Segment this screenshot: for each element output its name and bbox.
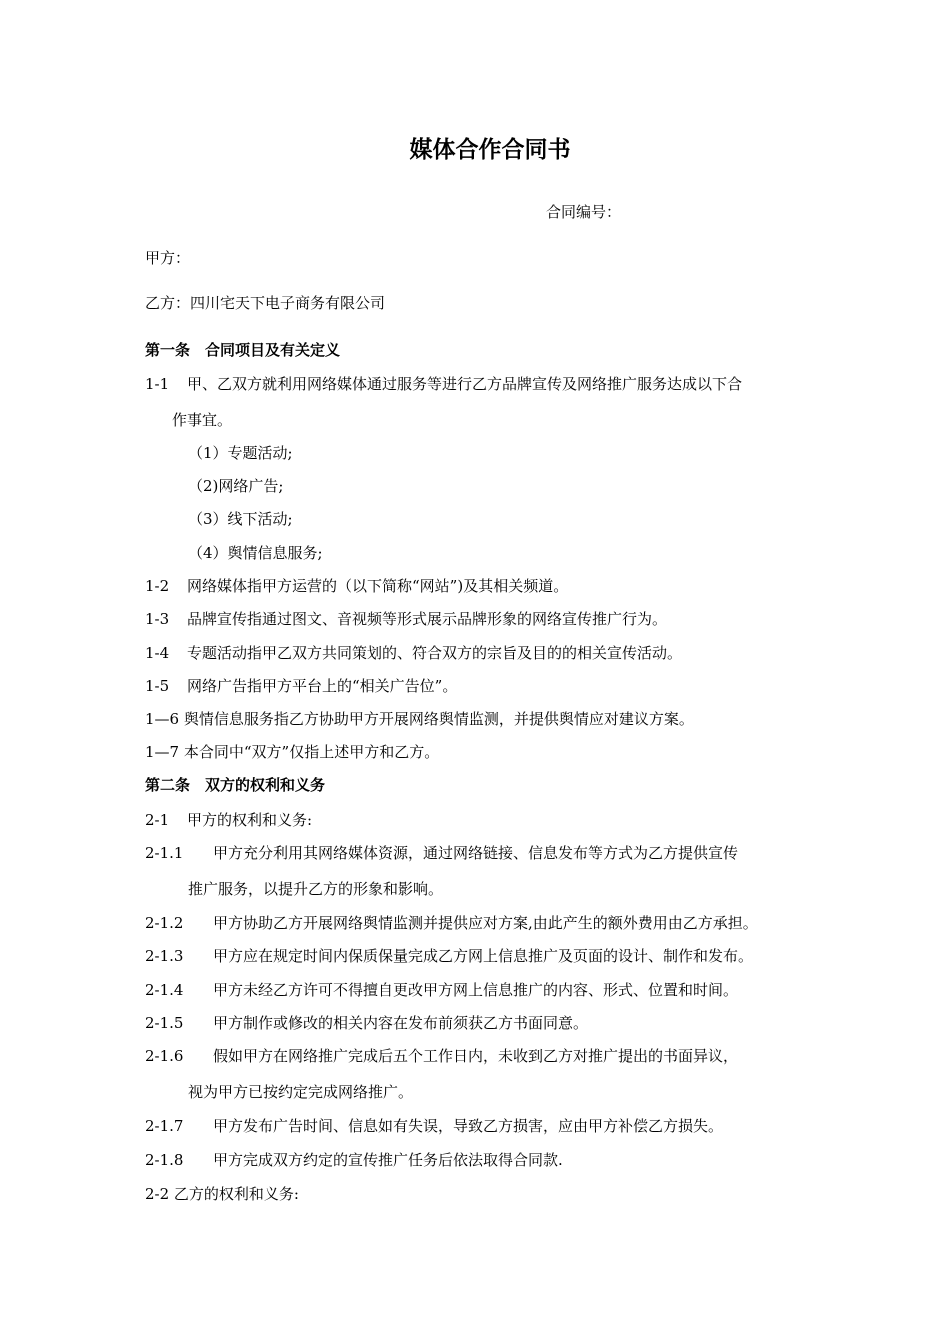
clause-1-4 xyxy=(145,643,682,663)
clause-1-7: 1—7 本合同中“双方”仅指上述甲方和乙方。 xyxy=(145,743,440,761)
clause-text: 甲方制作或修改的相关内容在发布前须获乙方书面同意。 xyxy=(213,1014,589,1032)
clause-text: 专题活动指甲乙双方共同策划的、符合双方的宗旨及目的的相关宣传活动。 xyxy=(187,644,683,662)
clause-text: 网络广告指甲方平台上的“相关广告位”。 xyxy=(187,677,458,695)
clause-text: 甲方的权利和义务: xyxy=(187,811,313,829)
clause-text: 甲方协助乙方开展网络舆情监测并提供应对方案,由此产生的额外费用由乙方承担。 xyxy=(213,914,758,932)
clause-number: 2-1.5 xyxy=(145,1014,184,1032)
list-item: （2)网络广告; xyxy=(188,477,284,495)
clause-2-2: 2-2 乙方的权利和义务: xyxy=(145,1185,299,1203)
list-item: （4）舆情信息服务; xyxy=(188,544,323,562)
clause-2-1-6-continued: 视为甲方已按约定完成网络推广。 xyxy=(188,1083,414,1101)
clause-text: 甲、乙双方就利用网络媒体通过服务等进行乙方品牌宣传及网络推广服务达成以下合 xyxy=(187,375,743,393)
clause-text: 甲方充分利用其网络媒体资源，通过网络链接、信息发布等方式为乙方提供宣传 xyxy=(213,844,739,862)
clause-2-1 xyxy=(145,810,312,830)
clause-text: 甲方应在规定时间内保质保量完成乙方网上信息推广及页面的设计、制作和发布。 xyxy=(213,947,754,965)
clause-number: 2-1.4 xyxy=(145,981,184,999)
document-title: 媒体合作合同书 xyxy=(409,137,571,163)
clause-number: 2-1 xyxy=(145,811,170,829)
clause-2-1-4 xyxy=(145,980,738,1000)
party-a-line: 甲方： xyxy=(145,249,191,267)
clause-1-3 xyxy=(145,609,667,629)
contract-number-label: 合同编号： xyxy=(546,203,622,221)
clause-text: 甲方完成双方约定的宣传推广任务后依法取得合同款. xyxy=(213,1151,563,1169)
clause-number: 2-1.7 xyxy=(145,1117,184,1135)
clause-2-1-6 xyxy=(145,1046,738,1066)
clause-text: 品牌宣传指通过图文、音视频等形式展示品牌形象的网络宣传推广行为。 xyxy=(187,610,668,628)
clause-text: 甲方发布广告时间、信息如有失误，导致乙方损害，应由甲方补偿乙方损失。 xyxy=(213,1117,724,1135)
list-item: （1）专题活动; xyxy=(188,444,293,462)
clause-text: 甲方未经乙方许可不得擅自更改甲方网上信息推广的内容、形式、位置和时间。 xyxy=(213,981,739,999)
clause-number: 2-1.6 xyxy=(145,1047,184,1065)
list-item: （3）线下活动; xyxy=(188,510,293,528)
clause-text: 网络媒体指甲方运营的（以下简称“网站”)及其相关频道。 xyxy=(187,577,569,595)
clause-1-6: 1—6 舆情信息服务指乙方协助甲方开展网络舆情监测，并提供舆情应对建议方案。 xyxy=(145,710,694,728)
clause-2-1-5 xyxy=(145,1013,588,1033)
clause-2-1-1-continued: 推广服务，以提升乙方的形象和影响。 xyxy=(188,880,444,898)
clause-1-1 xyxy=(145,374,742,394)
clause-1-1-continued: 作事宜。 xyxy=(172,411,233,429)
clause-2-1-7 xyxy=(145,1116,723,1136)
clause-number: 1-4 xyxy=(145,644,170,662)
article-1-heading: 第一条 合同项目及有关定义 xyxy=(145,341,341,359)
clause-text: 假如甲方在网络推广完成后五个工作日内，未收到乙方对推广提出的书面异议， xyxy=(213,1047,739,1065)
party-b-line: 乙方：四川宅天下电子商务有限公司 xyxy=(145,294,386,312)
clause-2-1-2 xyxy=(145,913,758,933)
clause-number: 2-1.1 xyxy=(145,844,184,862)
clause-number: 2-1.3 xyxy=(145,947,184,965)
clause-number: 1-2 xyxy=(145,577,170,595)
clause-2-1-1 xyxy=(145,843,738,863)
clause-2-1-3 xyxy=(145,946,753,966)
clause-number: 1-5 xyxy=(145,677,170,695)
clause-1-2 xyxy=(145,576,568,596)
clause-number: 2-1.2 xyxy=(145,914,184,932)
article-2-heading: 第二条 双方的权利和义务 xyxy=(145,776,326,794)
clause-number: 1-1 xyxy=(145,375,170,393)
clause-2-1-8 xyxy=(145,1150,563,1170)
clause-1-5 xyxy=(145,676,457,696)
clause-number: 2-1.8 xyxy=(145,1151,184,1169)
clause-number: 1-3 xyxy=(145,610,170,628)
